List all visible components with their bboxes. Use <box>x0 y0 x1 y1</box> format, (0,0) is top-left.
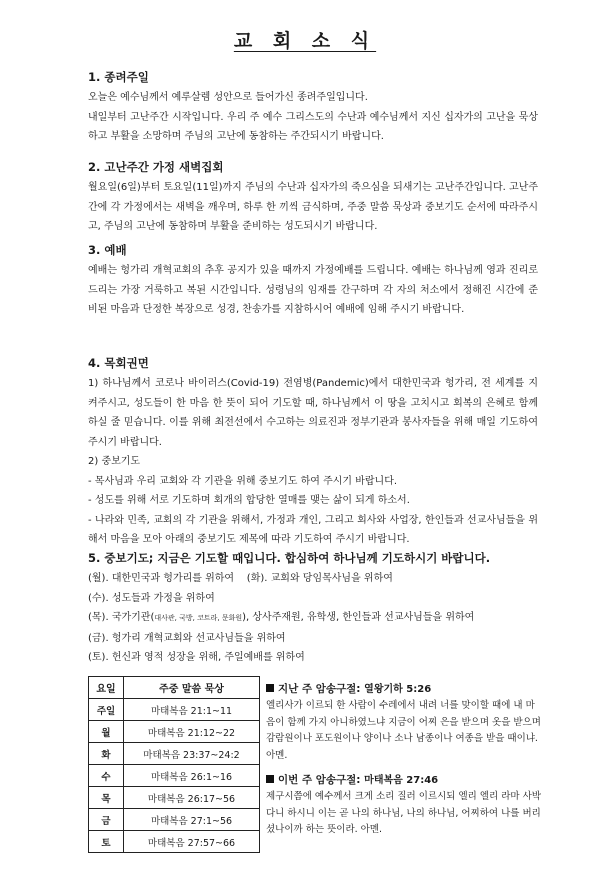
section-paragraph: 월요일(6일)부터 토요일(11일)까지 주님의 수난과 십자가의 죽으심을 되새기는 고난주간입니다. 고난주간에 각 가정에서는 새벽을 깨우며, 하루 한 끼씩 금식하며, 주중 말씀 묵상과 중보기도 순서에 따라주시고, 주님의 고난에 동참하며 부활을 준비하는 성도되시기 바랍니다. <box>88 182 538 232</box>
section-paragraph: 오늘은 예수님께서 예루살렘 성안으로 들어가신 종려주일입니다. <box>88 92 368 103</box>
prayer-day-item: (토). 헌신과 영적 성장을 위해, 주일예배를 위하여 <box>88 652 305 663</box>
table-header-text: 주중 말씀 묵상 <box>124 677 260 699</box>
section-dawn-meeting <box>88 158 538 237</box>
list-item: - 성도를 위해 서로 기도하며 회개의 합당한 열매를 맺는 삶이 되게 하소서. <box>88 495 410 506</box>
reading-day: 금 <box>89 809 124 831</box>
reading-day: 화 <box>89 743 124 765</box>
reading-day: 토 <box>89 831 124 853</box>
prayer-day-item: (월). 대한민국과 헝가리를 위하여 (화). 교회와 당임목사님을 위하여 <box>88 573 393 584</box>
reading-passage: 마태복음 21:12~22 <box>124 721 260 743</box>
table-row <box>89 721 260 743</box>
reading-passage: 마태복음 26:1~16 <box>124 765 260 787</box>
section-subheading: 2) 중보기도 <box>88 456 141 467</box>
prayer-day-text: ), 상사주재원, 유학생, 한인들과 선교사님들을 위하여 <box>242 612 475 623</box>
section-pastoral-exhortation <box>88 354 538 550</box>
reading-passage: 마태복음 26:17~56 <box>124 787 260 809</box>
memory-verse-reference: 열왕기하 5:26 <box>364 684 432 695</box>
page-title: 교 회 소 식 <box>233 30 377 52</box>
table-header-row <box>89 677 260 699</box>
table-row <box>89 809 260 831</box>
reading-day: 목 <box>89 787 124 809</box>
table-row <box>89 787 260 809</box>
table-row <box>89 831 260 853</box>
prayer-day-item: (금). 헝가리 개혁교회와 선교사님들을 위하여 <box>88 632 286 644</box>
table-header-day: 요일 <box>89 677 124 699</box>
section-heading: 2. 고난주간 가정 새벽집회 <box>88 160 224 174</box>
prayer-day-item: (수). 성도들과 가정을 위하여 <box>88 592 215 604</box>
table-row <box>89 765 260 787</box>
section-intercession <box>88 549 548 668</box>
section-heading: 5. 중보기도; 지금은 기도할 때입니다. 합심하여 하나님께 기도하시기 바랍니다. <box>88 551 491 565</box>
table-row <box>89 699 260 721</box>
section-heading: 1. 종려주일 <box>88 70 149 84</box>
memory-verse-this-week <box>266 772 542 839</box>
prayer-day-item <box>88 608 548 629</box>
section-paragraph: 예배는 헝가리 개혁교회의 추후 공지가 있을 때까지 가정예배를 드립니다. 예배는 하나님께 영과 진리로 드리는 가장 거룩하고 복된 시간입니다. 성령님의 임재를 간구하며 각 자의 처소에서 정해진 시간에 준비된 마음과 단정한 복장으로 성경, 찬송가를 지참하시어 예배에 임해 주시기 바랍니다. <box>88 265 538 315</box>
section-paragraph: 1) 하나님께서 코로나 바이러스(Covid-19) 전염병(Pandemic)에서 대한민국과 헝가리, 전 세계를 지켜주시고, 성도들이 한 마음 한 뜻이 되어 기도할 때, 하나님께서 이 땅을 고치시고 회복의 은혜로 함께 하실 줄 믿습니다. 이를 위해 최전선에서 수고하는 의료진과 정부기관과 봉사자들을 위해 매일 기도하여 주시기 바랍니다. <box>88 378 538 448</box>
reading-passage: 마태복음 21:1~11 <box>124 699 260 721</box>
reading-day: 월 <box>89 721 124 743</box>
memory-verse-label: 이번 주 암송구절: <box>278 774 361 786</box>
section-paragraph: 내일부터 고난주간 시작입니다. 우리 주 예수 그리스도의 수난과 예수님께서 지신 십자가의 고난을 묵상하고 부활을 소망하며 주님의 고난에 동참하는 주간되시기 바랍니다. <box>88 111 538 142</box>
reading-day: 수 <box>89 765 124 787</box>
memory-verse-reference: 마태복음 27:46 <box>364 775 439 786</box>
memory-verse-text: 제구시쯤에 예수께서 크게 소리 질러 이르시되 엘리 엘리 라마 사박다니 하시니 이는 곧 나의 하나님, 나의 하나님, 어찌하여 나를 버리셨나이까 하는 뜻이라. 아멘. <box>266 791 541 835</box>
memory-verse-last-week <box>266 681 542 764</box>
prayer-day-text: (목). 국가기관( <box>88 612 155 623</box>
weekly-readings-table <box>88 676 260 853</box>
memory-verse-heading <box>266 772 542 789</box>
list-item: - 나라와 민족, 교회의 각 기관을 위해서, 가정과 개인, 그리고 회사와 사업장, 한인들과 선교사님들을 위해서 마음을 모아 아래의 중보기도 제목에 따라 기도하여 주시기 바랍니다. <box>88 514 538 545</box>
memory-verse-text: 엘리사가 이르되 한 사람이 수레에서 내려 너를 맞이할 때에 내 마음이 함께 가지 아니하였느냐 지금이 어찌 은을 받으며 옷을 받으며 감람원이나 포도원이나 양이나 소나 남종이나 여종을 받을 때이냐. 아멘. <box>266 700 541 761</box>
section-heading: 3. 예배 <box>88 243 127 257</box>
reading-day: 주일 <box>89 699 124 721</box>
section-heading: 4. 목회권면 <box>88 356 149 370</box>
prayer-day-detail: 대사관, 국방, 코트라, 문화원 <box>154 614 243 622</box>
memory-verse-label: 지난 주 암송구절: <box>278 683 361 695</box>
reading-passage: 마태복음 27:57~66 <box>124 831 260 853</box>
section-palm-sunday <box>88 68 538 147</box>
memory-verse-heading <box>266 681 542 698</box>
section-worship <box>88 241 538 320</box>
table-row <box>89 743 260 765</box>
square-bullet-icon <box>266 684 274 692</box>
reading-passage: 마태복음 27:1~56 <box>124 809 260 831</box>
reading-passage: 마태복음 23:37~24:2 <box>124 743 260 765</box>
list-item: - 목사님과 우리 교회와 각 기관을 위해 중보기도 하여 주시기 바랍니다. <box>88 475 398 487</box>
square-bullet-icon <box>266 775 274 783</box>
